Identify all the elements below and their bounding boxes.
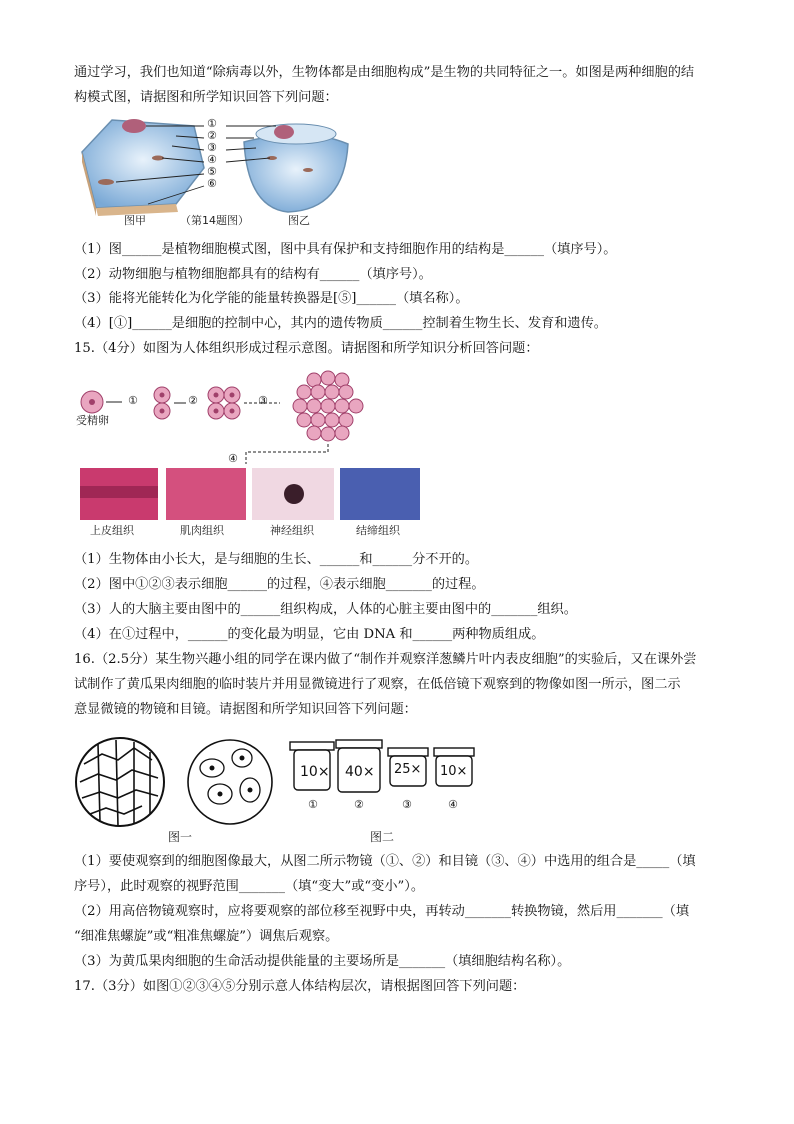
lens-num-2: ② xyxy=(354,798,364,811)
tissue-label-connective: 结缔组织 xyxy=(356,524,400,537)
q15-sub1: （1）生物体由小长大，是与细胞的生长、______和______分不开的。 xyxy=(74,552,479,567)
animal-cell xyxy=(244,134,348,212)
q15-sub3: （3）人的大脑主要由图中的______组织构成，人体的心脏主要由图中的_______组织。 xyxy=(74,602,577,617)
q16-title: 16.（2.5分）某生物兴趣小组的同学在课内做了“制作并观察洋葱鳞片叶内表皮细胞”的实验后，又在课外尝 xyxy=(74,652,697,667)
lens-2-magnification: 40× xyxy=(345,764,375,780)
plant-nucleus xyxy=(122,119,146,133)
q15-sub2: （2）图中①②③表示细胞______的过程，④表示细胞_______的过程。 xyxy=(74,577,485,592)
q14-intro-line2: 构模式图，请据图和所学知识回答下列问题： xyxy=(74,90,338,105)
q16-line2: 试制作了黄瓜果肉细胞的临时装片并用显微镜进行了观察，在低倍镜下观察到的物像如图一所示，图二示 xyxy=(74,677,681,692)
q16-sub2b: “细准焦螺旋”或“粗准焦螺旋”）调焦后观察。 xyxy=(74,929,339,944)
q16-microscope-figure xyxy=(72,734,482,846)
q14-intro-line1: 通过学习，我们也知道“除病毒以外，生物体都是由细胞构成”是生物的共同特征之一。如图是两种细胞的结 xyxy=(74,65,695,80)
tissue-diagram xyxy=(76,366,422,538)
q14-cell-figure xyxy=(76,112,356,228)
lens-4-magnification: 10× xyxy=(440,764,468,779)
q16-sub1b: 序号），此时观察的视野范围_______（填“变大”或“变小”）。 xyxy=(74,879,425,894)
tissue-label-epithelial: 上皮组织 xyxy=(90,524,134,537)
fig1-caption: 图一 xyxy=(168,830,193,844)
lens-num-3: ③ xyxy=(402,798,412,811)
q15-title: 15.（4分）如图为人体组织形成过程示意图。请据图和所学知识分析回答问题： xyxy=(74,341,539,356)
label-1: ① xyxy=(207,117,217,130)
fig-caption-a: 图甲 xyxy=(124,214,146,227)
label-6: ⑥ xyxy=(207,177,217,190)
label-4: ④ xyxy=(207,153,217,166)
step-3: ③ xyxy=(258,394,268,407)
tissue-label-muscle: 肌肉组织 xyxy=(180,524,224,537)
animal-nucleus xyxy=(274,125,294,139)
zygote-label: 受精卵 xyxy=(76,414,109,427)
q16-sub2a: （2）用高倍物镜观察时，应将要观察的部位移至视野中央，再转动_______转换物镜，然后用_______（填 xyxy=(74,904,690,919)
q15-tissue-figure xyxy=(76,366,422,538)
fig-caption-mid: （第14题图） xyxy=(180,214,249,227)
lens-num-4: ④ xyxy=(448,798,458,811)
step-4: ④ xyxy=(228,452,238,465)
label-5: ⑤ xyxy=(207,165,217,178)
q16-sub3: （3）为黄瓜果肉细胞的生命活动提供能量的主要场所是_______（填细胞结构名称）。 xyxy=(74,954,571,969)
tissue-label-nerve: 神经组织 xyxy=(270,524,314,537)
plant-cell-wall xyxy=(82,120,204,208)
connective-tissue-image xyxy=(340,468,420,520)
lens-num-1: ① xyxy=(308,798,318,811)
fig2-caption: 图二 xyxy=(370,830,395,844)
q14-sub3: （3）能将光能转化为化学能的能量转换器是[⑤]______（填名称）。 xyxy=(74,291,469,306)
lens-1-magnification: 10× xyxy=(300,764,330,780)
microscope-diagram xyxy=(72,734,482,846)
q17-title: 17.（3分）如图①②③④⑤分别示意人体结构层次，请根据图回答下列问题： xyxy=(74,979,526,994)
label-3: ③ xyxy=(207,141,217,154)
label-2: ② xyxy=(207,129,217,142)
muscle-tissue-image xyxy=(166,468,246,520)
fig-caption-b: 图乙 xyxy=(288,214,310,227)
q15-sub4: （4）在①过程中，______的变化最为明显，它由 DNA 和______两种物质组成。 xyxy=(74,627,545,642)
q16-line3: 意显微镜的物镜和目镜。请据图和所学知识回答下列问题： xyxy=(74,702,417,717)
q14-sub2: （2）动物细胞与植物细胞都具有的结构有______（填序号）。 xyxy=(74,267,432,282)
q14-sub4: （4）[①]______是细胞的控制中心，其内的遗传物质______控制着生物生长、发育和遗传。 xyxy=(74,316,607,331)
q16-sub1a: （1）要使观察到的细胞图像最大，从图二所示物镜（①、②）和目镜（③、④）中选用的组合是_____（填 xyxy=(74,854,696,869)
q14-sub1: （1）图______是植物细胞模式图，图中具有保护和支持细胞作用的结构是______（填序号）。 xyxy=(74,242,617,257)
step-1: ① xyxy=(128,394,138,407)
step-2: ② xyxy=(188,394,198,407)
lens-3-magnification: 25× xyxy=(394,762,422,777)
